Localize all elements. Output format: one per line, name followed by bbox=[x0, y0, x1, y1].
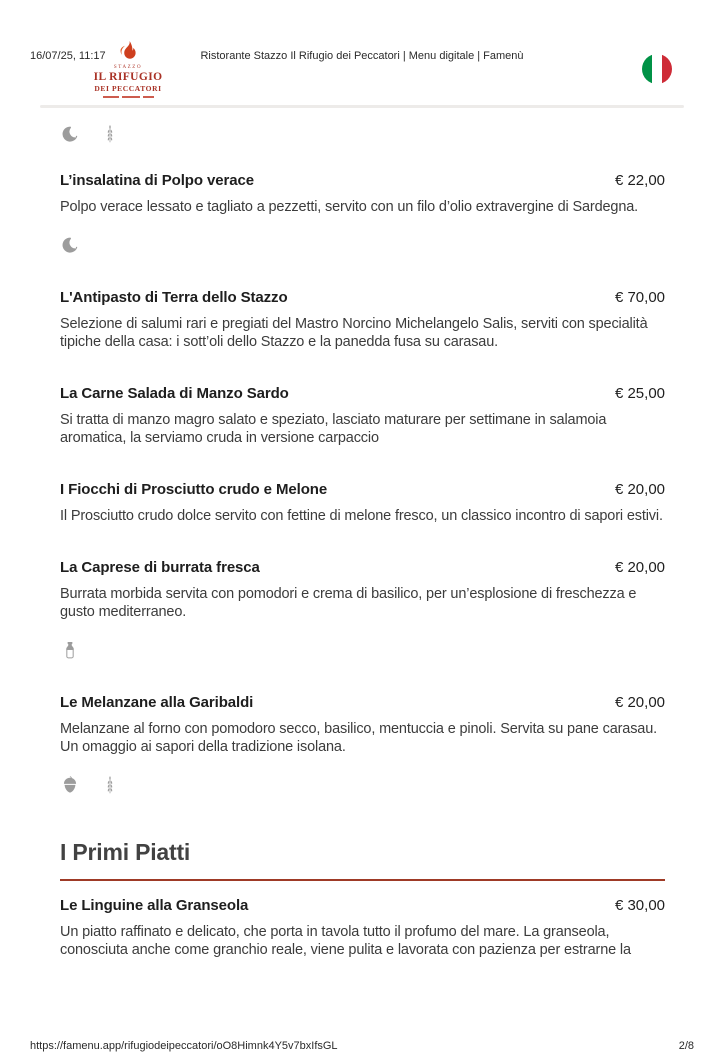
nuts-icon bbox=[60, 775, 80, 795]
menu-section bbox=[60, 839, 665, 881]
allergen-row bbox=[60, 640, 665, 660]
milk-icon bbox=[60, 640, 80, 660]
site-header bbox=[88, 40, 672, 98]
allergen-row bbox=[60, 124, 665, 144]
item-name: La Caprese di burrata fresca bbox=[60, 559, 260, 576]
menu-item bbox=[60, 694, 665, 795]
item-price: € 25,00 bbox=[614, 385, 665, 402]
item-name: L’insalatina di Polpo verace bbox=[60, 172, 254, 189]
item-description: Si tratta di manzo magro salato e speziato, lasciato maturare per settimane in salamoia aromatica, la serviamo cruda in versione carpaccio bbox=[60, 412, 607, 446]
crustacean-icon bbox=[60, 124, 80, 144]
section-heading: I Primi Piatti bbox=[60, 839, 191, 865]
item-description: Polpo verace lessato e tagliato a pezzetti, servito con un filo d’olio extravergine di Sardegna. bbox=[60, 199, 639, 215]
footer-page-indicator: 2/8 bbox=[678, 1040, 694, 1052]
flame-icon bbox=[117, 40, 139, 63]
item-name: I Fiocchi di Prosciutto crudo e Melone bbox=[60, 481, 328, 498]
item-description: Melanzane al forno con pomodoro secco, basilico, mentuccia e pinoli. Servita su pane carasau. Un omaggio ai sapori della tradizione isolana. bbox=[60, 721, 658, 755]
menu-item bbox=[60, 897, 665, 959]
logo-tagline bbox=[103, 96, 154, 98]
item-name: La Carne Salada di Manzo Sardo bbox=[60, 385, 289, 402]
footer-url: https://famenu.app/rifugiodeipeccatori/oO8Himnk4Y5v7bxIfsGL bbox=[30, 1040, 338, 1052]
menu-item bbox=[60, 289, 665, 351]
item-name: Le Melanzane alla Garibaldi bbox=[60, 694, 254, 711]
logo-brand-text: STAZZO bbox=[113, 65, 143, 70]
logo-title-line2: DEI PECCATORI bbox=[94, 84, 162, 93]
restaurant-logo bbox=[88, 40, 168, 98]
item-price: € 20,00 bbox=[614, 559, 665, 576]
item-description: Selezione di salumi rari e pregiati del Mastro Norcino Michelangelo Salis, serviti con specialità tipiche della casa: i sott’oli dello Stazzo e la panedda fusa su carasau. bbox=[60, 316, 648, 350]
print-datetime: 16/07/25, 11:17 bbox=[30, 50, 106, 62]
menu-item bbox=[60, 385, 665, 447]
item-price: € 22,00 bbox=[614, 172, 665, 189]
italian-flag-icon bbox=[642, 54, 672, 84]
item-description: Un piatto raffinato e delicato, che porta in tavola tutto il profumo del mare. La granseola, conosciuta anche come granchio reale, viene pulita e lavorata con pazienza per estrarne la bbox=[60, 924, 631, 958]
item-description: Il Prosciutto crudo dolce servito con fettine di melone fresco, un classico incontro di sapori estivi. bbox=[60, 508, 663, 524]
menu-content bbox=[60, 124, 665, 959]
menu-item bbox=[60, 481, 665, 525]
mollusc-icon bbox=[60, 235, 80, 255]
gluten-icon bbox=[100, 775, 120, 795]
allergen-row bbox=[60, 775, 665, 795]
item-price: € 20,00 bbox=[614, 481, 665, 498]
allergen-row bbox=[60, 235, 665, 255]
logo-title-line1: IL RIFUGIO bbox=[93, 71, 163, 83]
item-description: Burrata morbida servita con pomodori e crema di basilico, per un’esplosione di freschezza e gusto mediterraneo. bbox=[60, 586, 637, 620]
menu-item bbox=[60, 559, 665, 660]
item-price: € 30,00 bbox=[614, 897, 665, 914]
header-divider bbox=[40, 105, 684, 108]
menu-item bbox=[60, 172, 665, 255]
item-price: € 70,00 bbox=[614, 289, 665, 306]
item-name: Le Linguine alla Granseola bbox=[60, 897, 249, 914]
print-doc-title: Ristorante Stazzo Il Rifugio dei Peccatori | Menu digitale | Famenù bbox=[200, 50, 524, 62]
item-price: € 20,00 bbox=[614, 694, 665, 711]
section-rule bbox=[60, 879, 665, 881]
gluten-icon bbox=[100, 124, 120, 144]
item-name: L'Antipasto di Terra dello Stazzo bbox=[60, 289, 288, 306]
print-footer bbox=[30, 1040, 694, 1052]
